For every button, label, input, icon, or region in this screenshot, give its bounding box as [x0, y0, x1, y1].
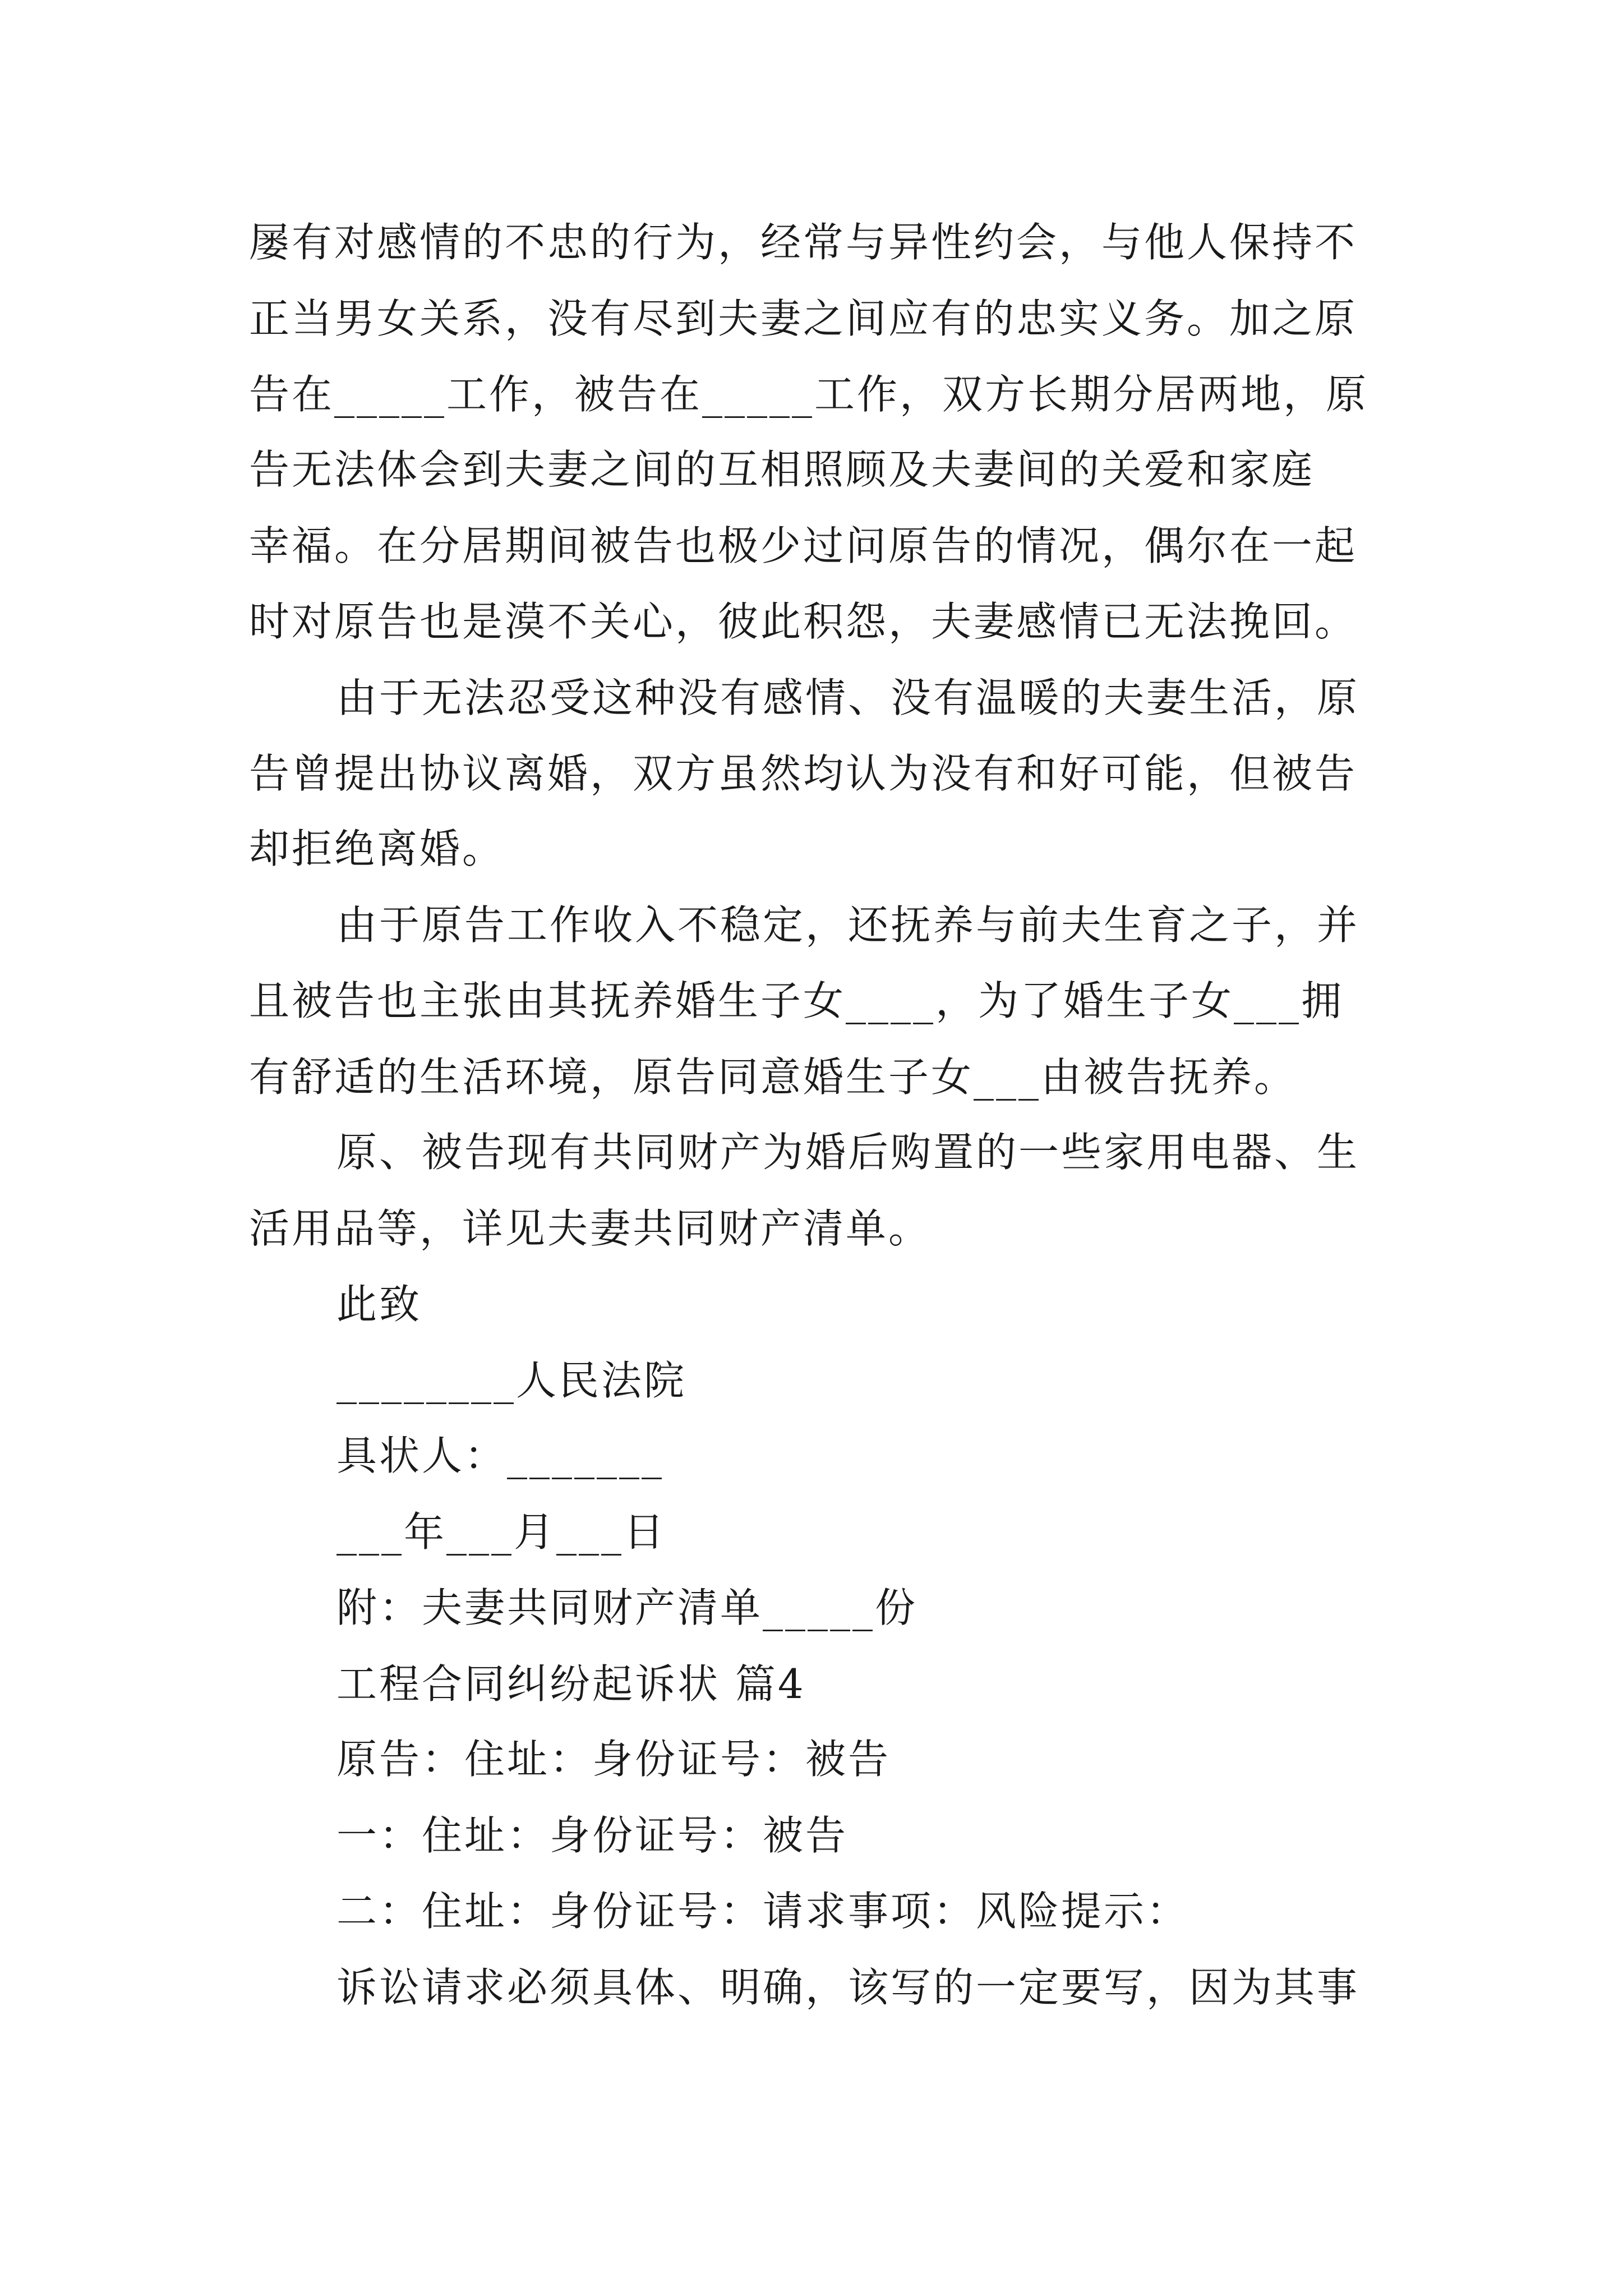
salutation: 此致	[336, 1281, 422, 1328]
body-line: 二：住址：身份证号：请求事项：风险提示：	[336, 1888, 1189, 1935]
body-line: 时对原告也是漠不关心，彼此积怨，夫妻感情已无法挽回。	[249, 598, 1358, 645]
body-line: 告曾提出协议离婚，双方虽然均认为没有和好可能，但被告	[249, 750, 1358, 797]
body-line: 由于原告工作收入不稳定，还抚养与前夫生育之子，并	[336, 901, 1360, 949]
body-line: 原、被告现有共同财产为婚后购置的一些家用电器、生	[336, 1129, 1360, 1176]
body-line: 屡有对感情的不忠的行为，经常与异性约会，与他人保持不	[249, 219, 1358, 266]
body-line: 活用品等，详见夫妻共同财产清单。	[249, 1205, 932, 1252]
body-line: 幸福。在分居期间被告也极少过问原告的情况，偶尔在一起	[249, 522, 1358, 569]
body-line: 且被告也主张由其抚养婚生子女____，为了婚生子女___拥	[249, 977, 1344, 1024]
date-line: ___年___月___日	[336, 1508, 667, 1556]
plaintiff-signature: 具状人：_______	[336, 1432, 665, 1479]
body-line: 告无法体会到夫妻之间的互相照顾及夫妻间的关爱和家庭	[249, 446, 1315, 493]
section-heading: 工程合同纠纷起诉状 篇4	[336, 1660, 806, 1708]
body-line: 却拒绝离婚。	[249, 825, 505, 872]
body-line: 一：住址：身份证号：被告	[336, 1812, 849, 1859]
body-line: 原告：住址：身份证号：被告	[336, 1736, 891, 1783]
attachment-line: 附：夫妻共同财产清单_____份	[336, 1584, 918, 1631]
body-line: 告在_____工作，被告在_____工作，双方长期分居两地，原	[249, 371, 1369, 418]
body-line: 由于无法忍受这种没有感情、没有温暖的夫妻生活，原	[336, 674, 1360, 721]
body-line: 有舒适的生活环境，原告同意婚生子女___由被告抚养。	[249, 1053, 1297, 1101]
body-line: 诉讼请求必须具体、明确，该写的一定要写，因为其事	[336, 1964, 1360, 2011]
body-line: 正当男女关系，没有尽到夫妻之间应有的忠实义务。加之原	[249, 295, 1358, 342]
court-name: ________人民法院	[336, 1357, 687, 1404]
